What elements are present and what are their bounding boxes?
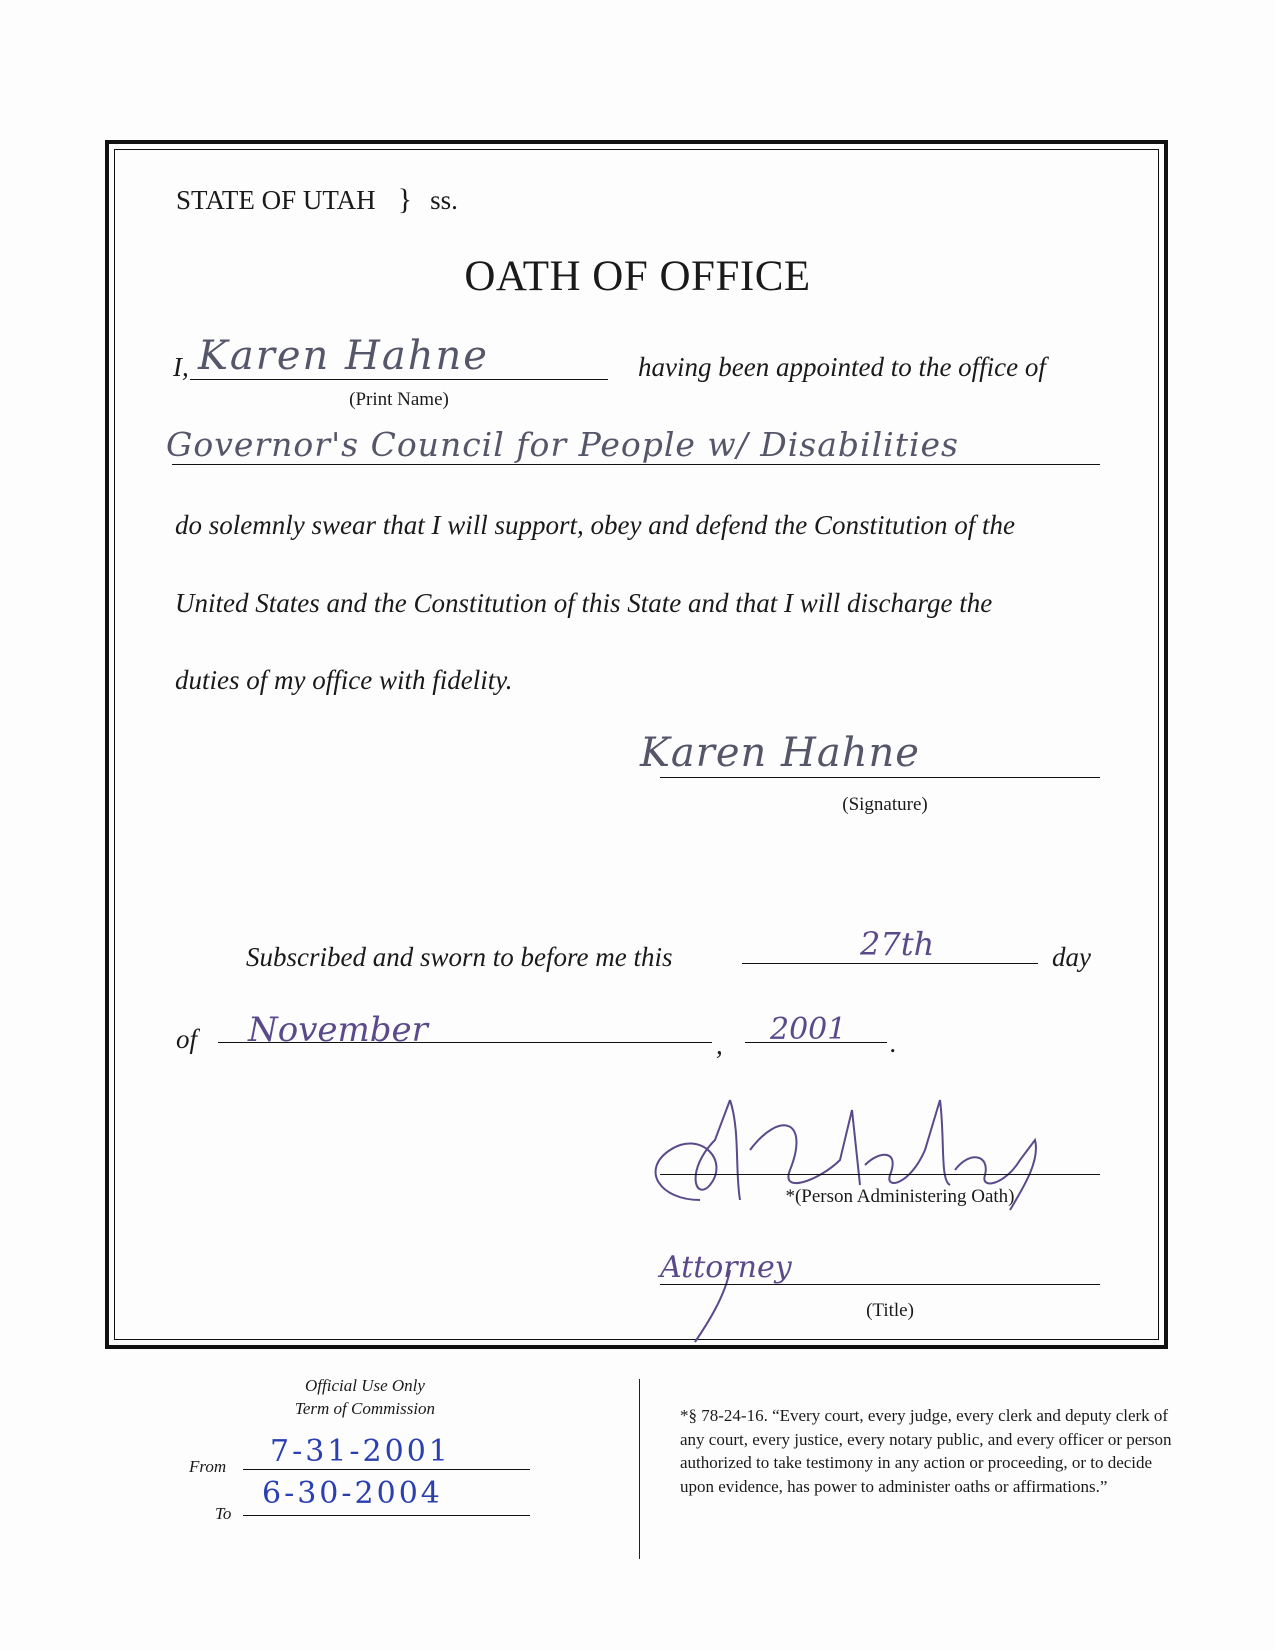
appointed-text: having been appointed to the office of xyxy=(638,352,1046,382)
ss-abbrev: ss. xyxy=(430,185,458,215)
signature-handwriting: Karen Hahne xyxy=(640,730,920,776)
print-name-label: (Print Name) xyxy=(349,389,449,410)
term-heading: Term of Commission xyxy=(294,1399,436,1418)
period: . xyxy=(890,1028,897,1058)
year-handwriting: 2001 xyxy=(770,1012,847,1047)
of-label: of xyxy=(176,1024,198,1054)
from-date-handwriting: 7-31-2001 xyxy=(270,1434,451,1469)
oath-line-3: duties of my office with fidelity. xyxy=(175,665,513,695)
state-header xyxy=(176,183,458,217)
to-line xyxy=(243,1515,530,1516)
comma: , xyxy=(716,1030,723,1060)
year-line xyxy=(745,1042,887,1043)
office-line xyxy=(172,464,1100,465)
signature-label: (Signature) xyxy=(842,794,928,815)
month-line xyxy=(218,1042,712,1043)
to-label: To xyxy=(215,1504,232,1523)
day-label: day xyxy=(1052,942,1091,972)
day-handwriting: 27th xyxy=(860,925,935,963)
title-line xyxy=(660,1284,1100,1285)
from-label: From xyxy=(189,1457,227,1476)
title-handwriting: Attorney xyxy=(660,1250,792,1285)
document-title: OATH OF OFFICE xyxy=(464,253,811,300)
brace: } xyxy=(397,183,413,216)
statute-footnote: *§ 78-24-16. “Every court, every judge, every clerk and deputy clerk of any court, every justice, every notary public, and every officer or person authorized to take testimony in any action or proceeding, or to decide upon evidence, has power to administer oaths or affirmations.” xyxy=(680,1406,1172,1496)
month-handwriting: November xyxy=(248,1010,428,1050)
day-line xyxy=(742,963,1038,964)
state-name: STATE OF UTAH xyxy=(176,185,376,215)
oath-prefix: I, xyxy=(173,352,189,382)
oath-line-2: United States and the Constitution of this State and that I will discharge the xyxy=(175,588,993,618)
printed-name-handwriting: Karen Hahne xyxy=(198,333,489,379)
footer-divider xyxy=(639,1379,640,1559)
administrator-label: *(Person Administering Oath) xyxy=(785,1186,1015,1207)
sworn-text: Subscribed and sworn to before me this xyxy=(246,942,673,972)
administrator-line xyxy=(660,1174,1100,1175)
signature-line xyxy=(660,777,1100,778)
to-date-handwriting: 6-30-2004 xyxy=(262,1476,443,1511)
print-name-line xyxy=(190,379,608,380)
from-line xyxy=(243,1469,530,1470)
office-handwriting: Governor's Council for People w/ Disabilities xyxy=(166,425,959,464)
oath-line-1: do solemnly swear that I will support, obey and defend the Constitution of the xyxy=(175,510,1015,540)
official-use-heading: Official Use Only xyxy=(305,1376,425,1395)
title-label: (Title) xyxy=(866,1300,914,1321)
title-pen-stroke xyxy=(690,1270,750,1345)
